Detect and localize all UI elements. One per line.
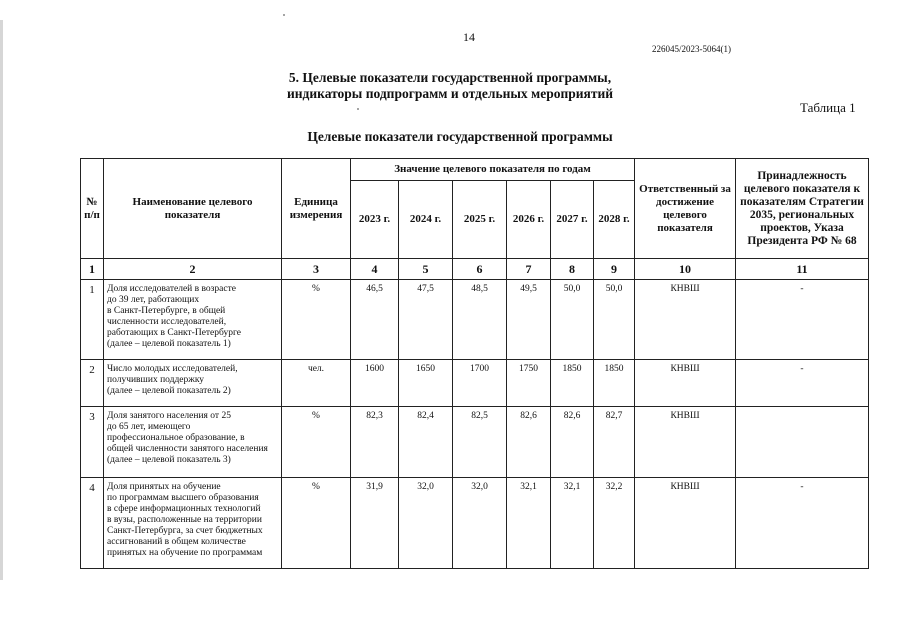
value-2023: 31,9: [351, 478, 399, 569]
section-title: [250, 70, 650, 102]
value-2026: 49,5: [507, 280, 551, 360]
indicator-name-line: в вузы, расположенные на территории: [107, 515, 262, 525]
table-row: [81, 360, 869, 407]
column-number: 5: [399, 259, 453, 280]
indicator-name-line: общей численности занятого населения: [107, 444, 268, 454]
responsible: КНВШ: [635, 407, 736, 478]
responsible: КНВШ: [635, 280, 736, 360]
indicator-name-line: ассигнований в общем количестве: [107, 537, 246, 547]
scan-speck: [283, 14, 285, 16]
indicator-name-line: работающих в Санкт-Петербурге: [107, 328, 241, 338]
header-num: № п/п: [81, 159, 104, 259]
value-2027: 50,0: [551, 280, 594, 360]
column-number: 2: [104, 259, 282, 280]
row-number: 2: [81, 360, 104, 407]
value-2024: 47,5: [399, 280, 453, 360]
indicator-name: [104, 280, 282, 360]
column-number: 4: [351, 259, 399, 280]
indicator-name-line: (далее – целевой показатель 3): [107, 455, 231, 465]
responsible: КНВШ: [635, 478, 736, 569]
header-unit: Единица измерения: [282, 159, 351, 259]
indicator-name-line: Число молодых исследователей,: [107, 364, 238, 374]
header-values-group: Значение целевого показателя по годам: [351, 159, 635, 181]
document-code: 226045/2023-5064(1): [652, 44, 731, 54]
unit: %: [282, 280, 351, 360]
section-title-line: индикаторы подпрограмм и отдельных мероприятий: [286, 86, 614, 101]
value-2028: 82,7: [594, 407, 635, 478]
page-number: 14: [463, 30, 475, 44]
value-2027: 82,6: [551, 407, 594, 478]
value-2026: 32,1: [507, 478, 551, 569]
affiliation: -: [736, 478, 869, 569]
table-row: [81, 280, 869, 360]
unit: %: [282, 478, 351, 569]
value-2025: 48,5: [453, 280, 507, 360]
column-number: 6: [453, 259, 507, 280]
unit: чел.: [282, 360, 351, 407]
value-2027: 32,1: [551, 478, 594, 569]
value-2023: 1600: [351, 360, 399, 407]
header-responsible: Ответственный за достижение целевого показателя: [635, 159, 736, 259]
header-year: 2024 г.: [399, 181, 453, 259]
indicator-name-line: численности исследователей,: [107, 317, 227, 327]
indicator-name-line: по программам высшего образования: [107, 493, 259, 503]
column-number-row: [81, 259, 869, 280]
value-2026: 1750: [507, 360, 551, 407]
column-number: 1: [81, 259, 104, 280]
responsible: КНВШ: [635, 360, 736, 407]
indicator-name: [104, 360, 282, 407]
indicator-name-line: (далее – целевой показатель 2): [107, 386, 231, 396]
row-number: 4: [81, 478, 104, 569]
value-2024: 1650: [399, 360, 453, 407]
header-year: 2026 г.: [507, 181, 551, 259]
header-year: 2025 г.: [453, 181, 507, 259]
indicator-name-line: Санкт-Петербурга, за счет бюджетных: [107, 526, 263, 536]
value-2024: 32,0: [399, 478, 453, 569]
indicator-name-line: получивших поддержку: [107, 375, 205, 385]
value-2028: 50,0: [594, 280, 635, 360]
row-number: 3: [81, 407, 104, 478]
affiliation: -: [736, 360, 869, 407]
column-number: 3: [282, 259, 351, 280]
value-2023: 82,3: [351, 407, 399, 478]
scan-speck: [357, 108, 359, 110]
value-2027: 1850: [551, 360, 594, 407]
value-2028: 32,2: [594, 478, 635, 569]
indicator-name-line: в сфере информационных технологий: [107, 504, 261, 514]
indicator-name-line: Доля занятого населения от 25: [107, 411, 231, 421]
indicator-name-line: до 65 лет, имеющего: [107, 422, 191, 432]
column-number: 7: [507, 259, 551, 280]
indicator-name: [104, 478, 282, 569]
indicator-name-line: профессиональное образование, в: [107, 433, 245, 443]
column-number: 9: [594, 259, 635, 280]
value-2025: 82,5: [453, 407, 507, 478]
value-2028: 1850: [594, 360, 635, 407]
column-number: 10: [635, 259, 736, 280]
value-2023: 46,5: [351, 280, 399, 360]
row-number: 1: [81, 280, 104, 360]
section-title-line: 5. Целевые показатели государственной программы,: [288, 70, 612, 85]
column-number: 11: [736, 259, 869, 280]
value-2024: 82,4: [399, 407, 453, 478]
column-number: 8: [551, 259, 594, 280]
indicator-name-line: в Санкт-Петербурге, в общей: [107, 306, 226, 316]
value-2025: 32,0: [453, 478, 507, 569]
indicator-name-line: Доля принятых на обучение: [107, 482, 221, 492]
indicator-name-line: (далее – целевой показатель 1): [107, 339, 231, 349]
header-year: 2027 г.: [551, 181, 594, 259]
value-2026: 82,6: [507, 407, 551, 478]
affiliation: -: [736, 280, 869, 360]
indicator-name-line: Доля исследователей в возрасте: [107, 284, 236, 294]
table-row: [81, 478, 869, 569]
header-affiliation: Принадлежность целевого показателя к показателям Стратегии 2035, региональных проектов, Указа Президента РФ № 68: [736, 159, 869, 259]
table-label: Таблица 1: [800, 100, 856, 115]
table-row: [81, 407, 869, 478]
table-title: Целевые показатели государственной программы: [307, 129, 613, 144]
header-year: 2028 г.: [594, 181, 635, 259]
affiliation: [736, 407, 869, 478]
header-name: Наименование целевого показателя: [104, 159, 282, 259]
indicators-table: [80, 158, 869, 569]
indicator-name: [104, 407, 282, 478]
indicator-name-line: принятых на обучение по программам: [107, 548, 263, 558]
scan-edge-mark: [0, 20, 3, 580]
value-2025: 1700: [453, 360, 507, 407]
header-year: 2023 г.: [351, 181, 399, 259]
indicator-name-line: до 39 лет, работающих: [107, 295, 200, 305]
unit: %: [282, 407, 351, 478]
